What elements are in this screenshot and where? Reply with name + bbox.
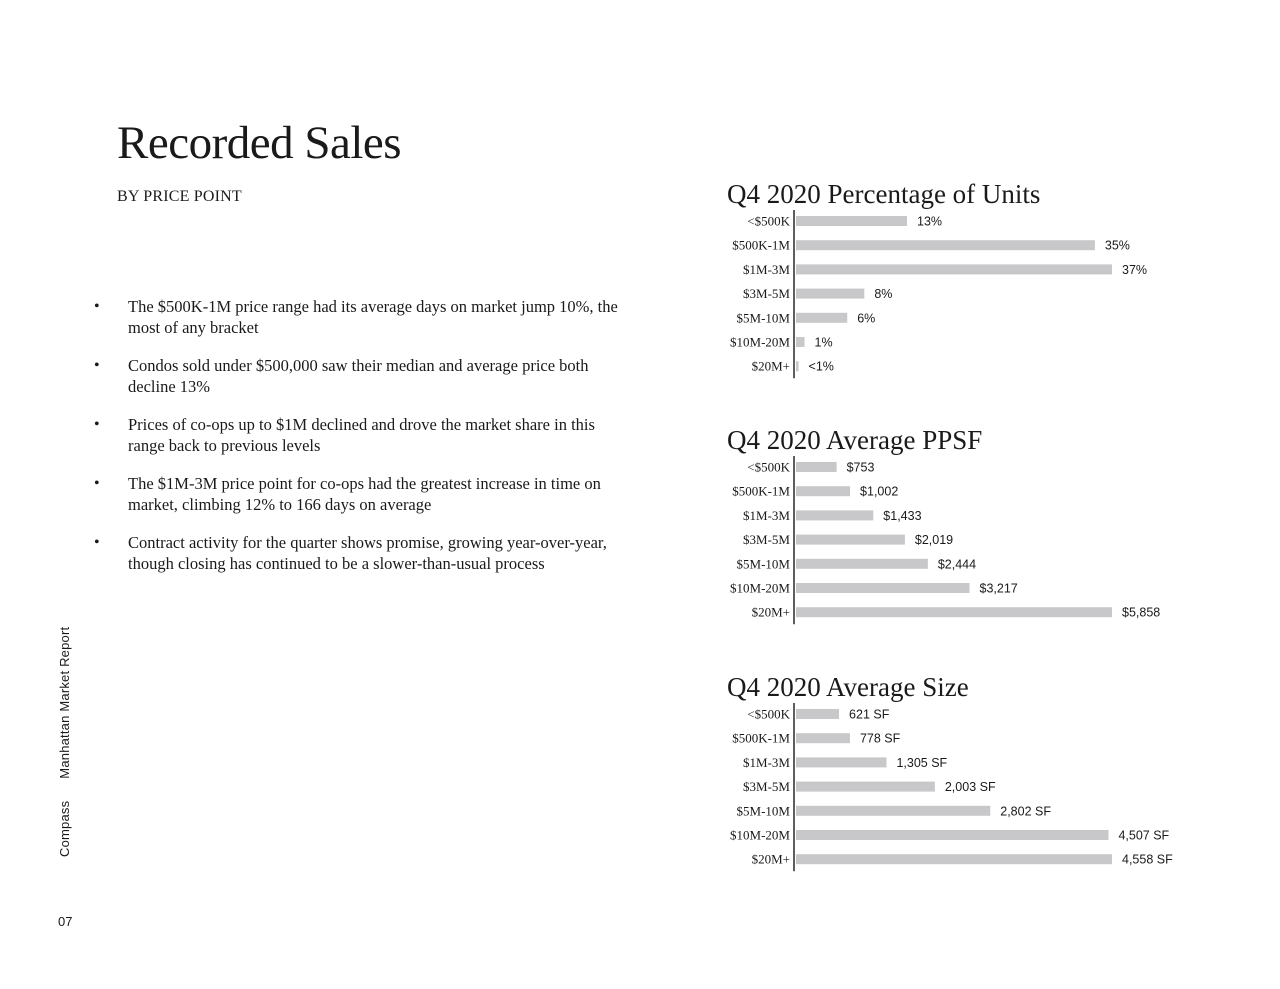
value-label: $1,433 bbox=[883, 508, 922, 523]
brand-name: Compass bbox=[57, 800, 72, 857]
category-label: $3M-5M bbox=[743, 286, 790, 302]
category-label: $20M+ bbox=[751, 851, 790, 867]
category-label: $10M-20M bbox=[730, 827, 790, 843]
average-size-chart-plot bbox=[727, 703, 1207, 878]
category-label: $500K-1M bbox=[732, 483, 790, 499]
finding-item: • Contract activity for the quarter shows promise, growing year-over-year, though closing has continued to be a slower-than-usual process bbox=[94, 532, 619, 574]
bar bbox=[796, 559, 928, 569]
value-label: $5,858 bbox=[1122, 605, 1161, 620]
bar bbox=[796, 361, 799, 371]
category-label: $20M+ bbox=[751, 358, 790, 374]
value-label: 1% bbox=[814, 335, 833, 350]
bar bbox=[796, 216, 907, 226]
bar bbox=[796, 583, 970, 593]
bar bbox=[796, 337, 805, 347]
bar bbox=[796, 782, 935, 792]
value-label: 8% bbox=[874, 287, 893, 302]
category-label: $1M-3M bbox=[743, 754, 790, 770]
bar bbox=[796, 510, 873, 520]
value-label: 2,003 SF bbox=[944, 780, 996, 795]
value-label: <1% bbox=[808, 359, 834, 374]
page-number: 07 bbox=[58, 914, 73, 929]
finding-item: • Condos sold under $500,000 saw their median and average price both decline 13% bbox=[94, 355, 619, 397]
category-label: $3M-5M bbox=[743, 779, 790, 795]
bar bbox=[796, 733, 850, 743]
average-size-chart bbox=[727, 672, 1207, 878]
value-label: $1,002 bbox=[860, 484, 899, 499]
value-label: 778 SF bbox=[859, 731, 901, 746]
bar bbox=[796, 806, 990, 816]
category-label: $10M-20M bbox=[730, 580, 790, 596]
units-percentage-chart bbox=[727, 179, 1207, 385]
value-label: 35% bbox=[1104, 238, 1130, 253]
category-label: $20M+ bbox=[751, 604, 790, 620]
category-label: <$500K bbox=[747, 706, 790, 722]
bar bbox=[796, 709, 839, 719]
value-label: $753 bbox=[846, 460, 875, 475]
bar bbox=[796, 854, 1112, 864]
value-label: $2,444 bbox=[937, 557, 977, 572]
value-label: 621 SF bbox=[849, 707, 890, 722]
bar bbox=[796, 486, 850, 496]
report-side-label bbox=[57, 627, 72, 857]
bar bbox=[796, 830, 1108, 840]
key-findings-list bbox=[94, 296, 619, 591]
finding-item: • The $1M-3M price point for co-ops had the greatest increase in time on market, climbing 12% to 166 days on average bbox=[94, 473, 619, 515]
bar bbox=[796, 289, 864, 299]
bar bbox=[796, 757, 886, 767]
bar bbox=[796, 240, 1095, 250]
category-label: $1M-3M bbox=[743, 261, 790, 277]
chart-title: Q4 2020 Average PPSF bbox=[727, 425, 983, 455]
bar bbox=[796, 313, 847, 323]
value-label: 1,305 SF bbox=[896, 755, 948, 770]
units-percentage-chart-plot bbox=[727, 210, 1207, 385]
report-name: Manhattan Market Report bbox=[57, 626, 72, 779]
category-label: $3M-5M bbox=[743, 532, 790, 548]
value-label: 2,802 SF bbox=[1000, 804, 1051, 819]
finding-item: • The $500K-1M price range had its average days on market jump 10%, the most of any bracket bbox=[94, 296, 619, 338]
value-label: 4,507 SF bbox=[1118, 828, 1170, 843]
bar bbox=[796, 462, 837, 472]
category-label: $1M-3M bbox=[743, 507, 790, 523]
page-subtitle: BY PRICE POINT bbox=[117, 188, 242, 205]
category-label: $500K-1M bbox=[732, 730, 790, 746]
value-label: 13% bbox=[917, 214, 943, 229]
bar bbox=[796, 535, 905, 545]
chart-title: Q4 2020 Average Size bbox=[727, 672, 969, 702]
category-label: $5M-10M bbox=[736, 310, 790, 326]
chart-title: Q4 2020 Percentage of Units bbox=[727, 179, 1041, 209]
finding-item: • Prices of co-ops up to $1M declined and drove the market share in this range back to previous levels bbox=[94, 414, 619, 456]
value-label: $2,019 bbox=[914, 533, 954, 548]
value-label: 4,558 SF bbox=[1122, 852, 1173, 867]
category-label: $5M-10M bbox=[736, 556, 790, 572]
average-ppsf-chart-plot bbox=[727, 456, 1207, 631]
category-label: <$500K bbox=[747, 459, 790, 475]
category-label: $10M-20M bbox=[730, 334, 790, 350]
page-title: Recorded Sales bbox=[117, 117, 402, 169]
category-label: $500K-1M bbox=[732, 237, 790, 253]
average-ppsf-chart bbox=[727, 425, 1207, 631]
value-label: 37% bbox=[1122, 262, 1148, 277]
value-label: 6% bbox=[857, 311, 876, 326]
category-label: $5M-10M bbox=[736, 803, 790, 819]
bar bbox=[796, 264, 1112, 274]
value-label: $3,217 bbox=[979, 581, 1018, 596]
category-label: <$500K bbox=[747, 213, 790, 229]
bar bbox=[796, 607, 1112, 617]
